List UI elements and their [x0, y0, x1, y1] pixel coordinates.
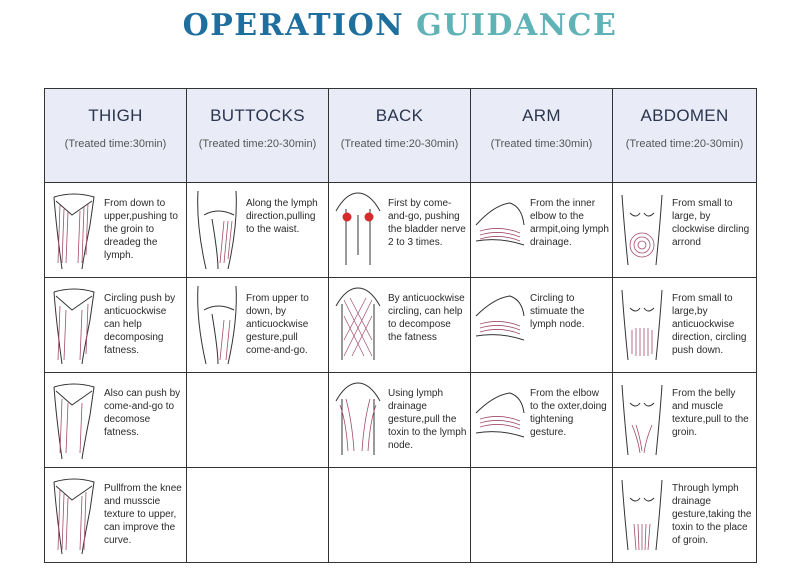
back-icon — [329, 183, 386, 277]
instruction-text: Along the lymph direction,pulling to the waist. — [246, 198, 318, 235]
page-title — [0, 8, 800, 43]
cell-thigh-3 — [45, 373, 187, 468]
cell-back-4-empty — [329, 468, 471, 563]
guidance-table — [44, 88, 757, 563]
instruction-text: From down to upper,pushing to the groin to dreadeg the lymph. — [104, 198, 178, 261]
column-name: ABDOMEN — [640, 106, 729, 125]
column-name: THIGH — [88, 106, 143, 125]
back-icon — [329, 373, 386, 467]
title-part1: OPERATION — [182, 8, 405, 43]
header-row — [45, 89, 757, 183]
column-time: (Treated time:20-30min) — [340, 138, 459, 150]
header-arm — [471, 89, 613, 183]
instruction-text: From upper to down, by anticuockwise gesture,pull come-and-go. — [246, 293, 309, 356]
table-row — [45, 373, 757, 468]
table-row — [45, 468, 757, 563]
cell-abdomen-2 — [613, 278, 757, 373]
arm-icon — [471, 183, 528, 277]
instruction-text: From the inner elbow to the armpit,oing lymph drainage. — [530, 198, 609, 248]
instruction-text: From small to large, by clockwise dircling arrond — [672, 198, 750, 248]
abdomen-icon — [613, 468, 670, 562]
thigh-icon — [45, 278, 102, 372]
cell-buttocks-3-empty — [187, 373, 329, 468]
cell-buttocks-1 — [187, 183, 329, 278]
cell-thigh-2 — [45, 278, 187, 373]
cell-buttocks-2 — [187, 278, 329, 373]
cell-arm-1 — [471, 183, 613, 278]
cell-arm-4-empty — [471, 468, 613, 563]
instruction-text: From the elbow to the oxter,doing tightening gesture. — [530, 388, 607, 438]
cell-arm-2 — [471, 278, 613, 373]
buttocks-icon — [187, 278, 244, 372]
cell-abdomen-3 — [613, 373, 757, 468]
header-buttocks — [187, 89, 329, 183]
thigh-icon — [45, 183, 102, 277]
cell-back-1 — [329, 183, 471, 278]
column-name: ARM — [522, 106, 561, 125]
instruction-text: Using lymph drainage gesture,pull the toxin to the lymph node. — [388, 388, 467, 451]
column-name: BUTTOCKS — [210, 106, 305, 125]
buttocks-icon — [187, 183, 244, 277]
thigh-icon — [45, 468, 102, 562]
header-abdomen — [613, 89, 757, 183]
instruction-text: Through lymph drainage gesture,taking the toxin to the place of groin. — [672, 483, 752, 546]
abdomen-icon — [613, 183, 670, 277]
header-back — [329, 89, 471, 183]
cell-back-3 — [329, 373, 471, 468]
arm-icon — [471, 373, 528, 467]
cell-buttocks-4-empty — [187, 468, 329, 563]
table-row — [45, 278, 757, 373]
cell-thigh-4 — [45, 468, 187, 563]
arm-icon — [471, 278, 528, 372]
column-name: BACK — [375, 106, 424, 125]
abdomen-icon — [613, 373, 670, 467]
back-icon — [329, 278, 386, 372]
column-time: (Treated time:30min) — [64, 138, 167, 150]
cell-abdomen-1 — [613, 183, 757, 278]
title-part2: GUIDANCE — [416, 8, 618, 43]
cell-thigh-1 — [45, 183, 187, 278]
instruction-text: From the belly and muscle texture,pull to the groin. — [672, 388, 749, 438]
header-thigh — [45, 89, 187, 183]
instruction-text: By anticuockwise circling, can help to decompose the fatness — [388, 293, 465, 343]
instruction-text: First by come-and-go, pushing the bladder nerve 2 to 3 times. — [388, 198, 466, 248]
cell-back-2 — [329, 278, 471, 373]
abdomen-icon — [613, 278, 670, 372]
instruction-text: Circling push by anticuockwise can help decomposing fatness. — [104, 293, 176, 356]
instruction-text: Pullfrom the knee and musscie texture to upper, can improve the curve. — [104, 483, 182, 546]
cell-arm-3 — [471, 373, 613, 468]
table-row — [45, 183, 757, 278]
instruction-text: From small to large,by anticuockwise direction, circling push down. — [672, 293, 747, 356]
column-time: (Treated time:20-30min) — [198, 138, 317, 150]
thigh-icon — [45, 373, 102, 467]
instruction-text: Also can push by come-and-go to decomose fatness. — [104, 388, 181, 438]
cell-abdomen-4 — [613, 468, 757, 563]
instruction-text: Circling to stimuate the lymph node. — [530, 293, 585, 330]
column-time: (Treated time:30min) — [490, 138, 593, 150]
column-time: (Treated time:20-30min) — [625, 138, 744, 150]
